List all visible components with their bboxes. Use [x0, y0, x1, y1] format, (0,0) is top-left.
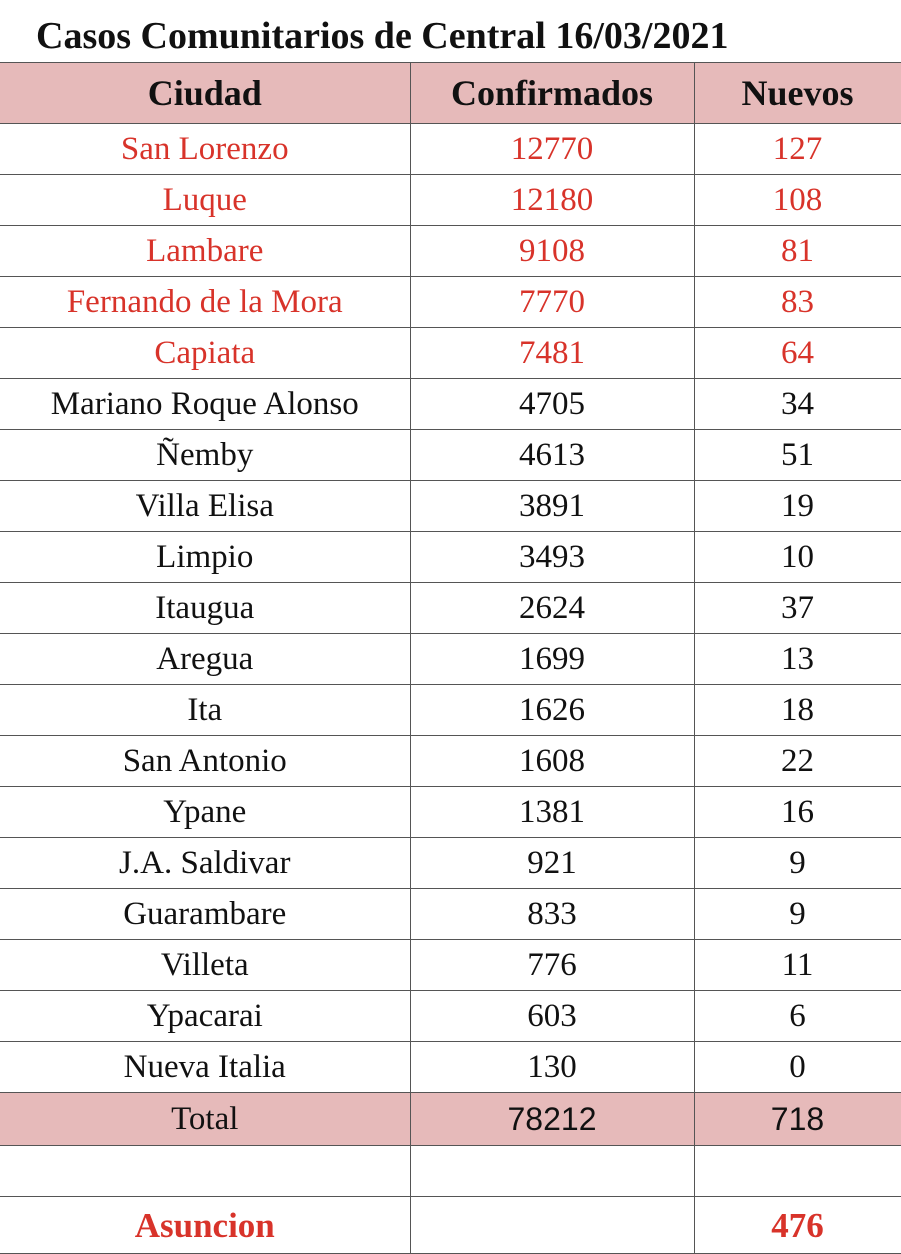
cell-new: 9 [694, 889, 901, 940]
spacer-cell [0, 1146, 410, 1197]
table-row [0, 787, 901, 838]
cell-city: Nueva Italia [0, 1042, 410, 1093]
cell-city: Limpio [0, 532, 410, 583]
table-row [0, 736, 901, 787]
total-confirmed: 78212 [410, 1093, 694, 1146]
cell-city: San Lorenzo [0, 124, 410, 175]
cell-city: Itaugua [0, 583, 410, 634]
cell-new: 34 [694, 379, 901, 430]
cell-confirmed: 921 [410, 838, 694, 889]
total-new: 718 [694, 1093, 901, 1146]
cell-new: 16 [694, 787, 901, 838]
cell-city: Villeta [0, 940, 410, 991]
cell-new: 6 [694, 991, 901, 1042]
table-row [0, 1042, 901, 1093]
cell-new: 19 [694, 481, 901, 532]
table-row [0, 379, 901, 430]
header-row [0, 63, 901, 124]
cell-new: 9 [694, 838, 901, 889]
total-label: Total [0, 1093, 410, 1146]
cell-new: 10 [694, 532, 901, 583]
header-confirmed: Confirmados [410, 63, 694, 124]
cell-new: 11 [694, 940, 901, 991]
table-body [0, 124, 901, 1093]
asuncion-new: 476 [694, 1197, 901, 1254]
cell-new: 0 [694, 1042, 901, 1093]
cell-new: 13 [694, 634, 901, 685]
cell-confirmed: 130 [410, 1042, 694, 1093]
cell-city: San Antonio [0, 736, 410, 787]
cell-city: Guarambare [0, 889, 410, 940]
table-row [0, 124, 901, 175]
table-row [0, 685, 901, 736]
asuncion-row [0, 1197, 901, 1254]
header-new: Nuevos [694, 63, 901, 124]
table-row [0, 940, 901, 991]
cell-confirmed: 9108 [410, 226, 694, 277]
cell-confirmed: 3493 [410, 532, 694, 583]
cell-new: 108 [694, 175, 901, 226]
cell-city: Ñemby [0, 430, 410, 481]
cell-confirmed: 4705 [410, 379, 694, 430]
cell-city: J.A. Saldivar [0, 838, 410, 889]
cell-confirmed: 12770 [410, 124, 694, 175]
cell-city: Ypacarai [0, 991, 410, 1042]
asuncion-label: Asuncion [0, 1197, 410, 1254]
cell-city: Fernando de la Mora [0, 277, 410, 328]
spacer-row [0, 1146, 901, 1197]
cell-new: 64 [694, 328, 901, 379]
table-row [0, 991, 901, 1042]
asuncion-confirmed [410, 1197, 694, 1254]
spacer-cell [410, 1146, 694, 1197]
table-row [0, 226, 901, 277]
table-row [0, 532, 901, 583]
table-title: Casos Comunitarios de Central 16/03/2021 [36, 15, 729, 57]
cell-confirmed: 3891 [410, 481, 694, 532]
table-row [0, 175, 901, 226]
table-row [0, 583, 901, 634]
table-row [0, 838, 901, 889]
table-row [0, 634, 901, 685]
cell-confirmed: 776 [410, 940, 694, 991]
cell-confirmed: 2624 [410, 583, 694, 634]
cases-table [0, 62, 901, 1254]
cell-city: Ypane [0, 787, 410, 838]
cell-city: Luque [0, 175, 410, 226]
cell-city: Lambare [0, 226, 410, 277]
total-row [0, 1093, 901, 1146]
spacer-cell [694, 1146, 901, 1197]
cell-new: 83 [694, 277, 901, 328]
cell-confirmed: 833 [410, 889, 694, 940]
cell-new: 51 [694, 430, 901, 481]
cell-confirmed: 1608 [410, 736, 694, 787]
cell-city: Capiata [0, 328, 410, 379]
cell-city: Villa Elisa [0, 481, 410, 532]
cell-confirmed: 4613 [410, 430, 694, 481]
cell-city: Mariano Roque Alonso [0, 379, 410, 430]
header-city: Ciudad [0, 63, 410, 124]
cell-confirmed: 1699 [410, 634, 694, 685]
table-row [0, 430, 901, 481]
cell-confirmed: 7770 [410, 277, 694, 328]
cell-new: 81 [694, 226, 901, 277]
table-row [0, 277, 901, 328]
cell-confirmed: 7481 [410, 328, 694, 379]
cell-confirmed: 603 [410, 991, 694, 1042]
cell-city: Ita [0, 685, 410, 736]
table-row [0, 328, 901, 379]
table-row [0, 889, 901, 940]
cell-city: Aregua [0, 634, 410, 685]
table-row [0, 481, 901, 532]
cell-new: 18 [694, 685, 901, 736]
cell-new: 22 [694, 736, 901, 787]
cell-confirmed: 1626 [410, 685, 694, 736]
cell-new: 127 [694, 124, 901, 175]
cell-new: 37 [694, 583, 901, 634]
cell-confirmed: 1381 [410, 787, 694, 838]
cell-confirmed: 12180 [410, 175, 694, 226]
